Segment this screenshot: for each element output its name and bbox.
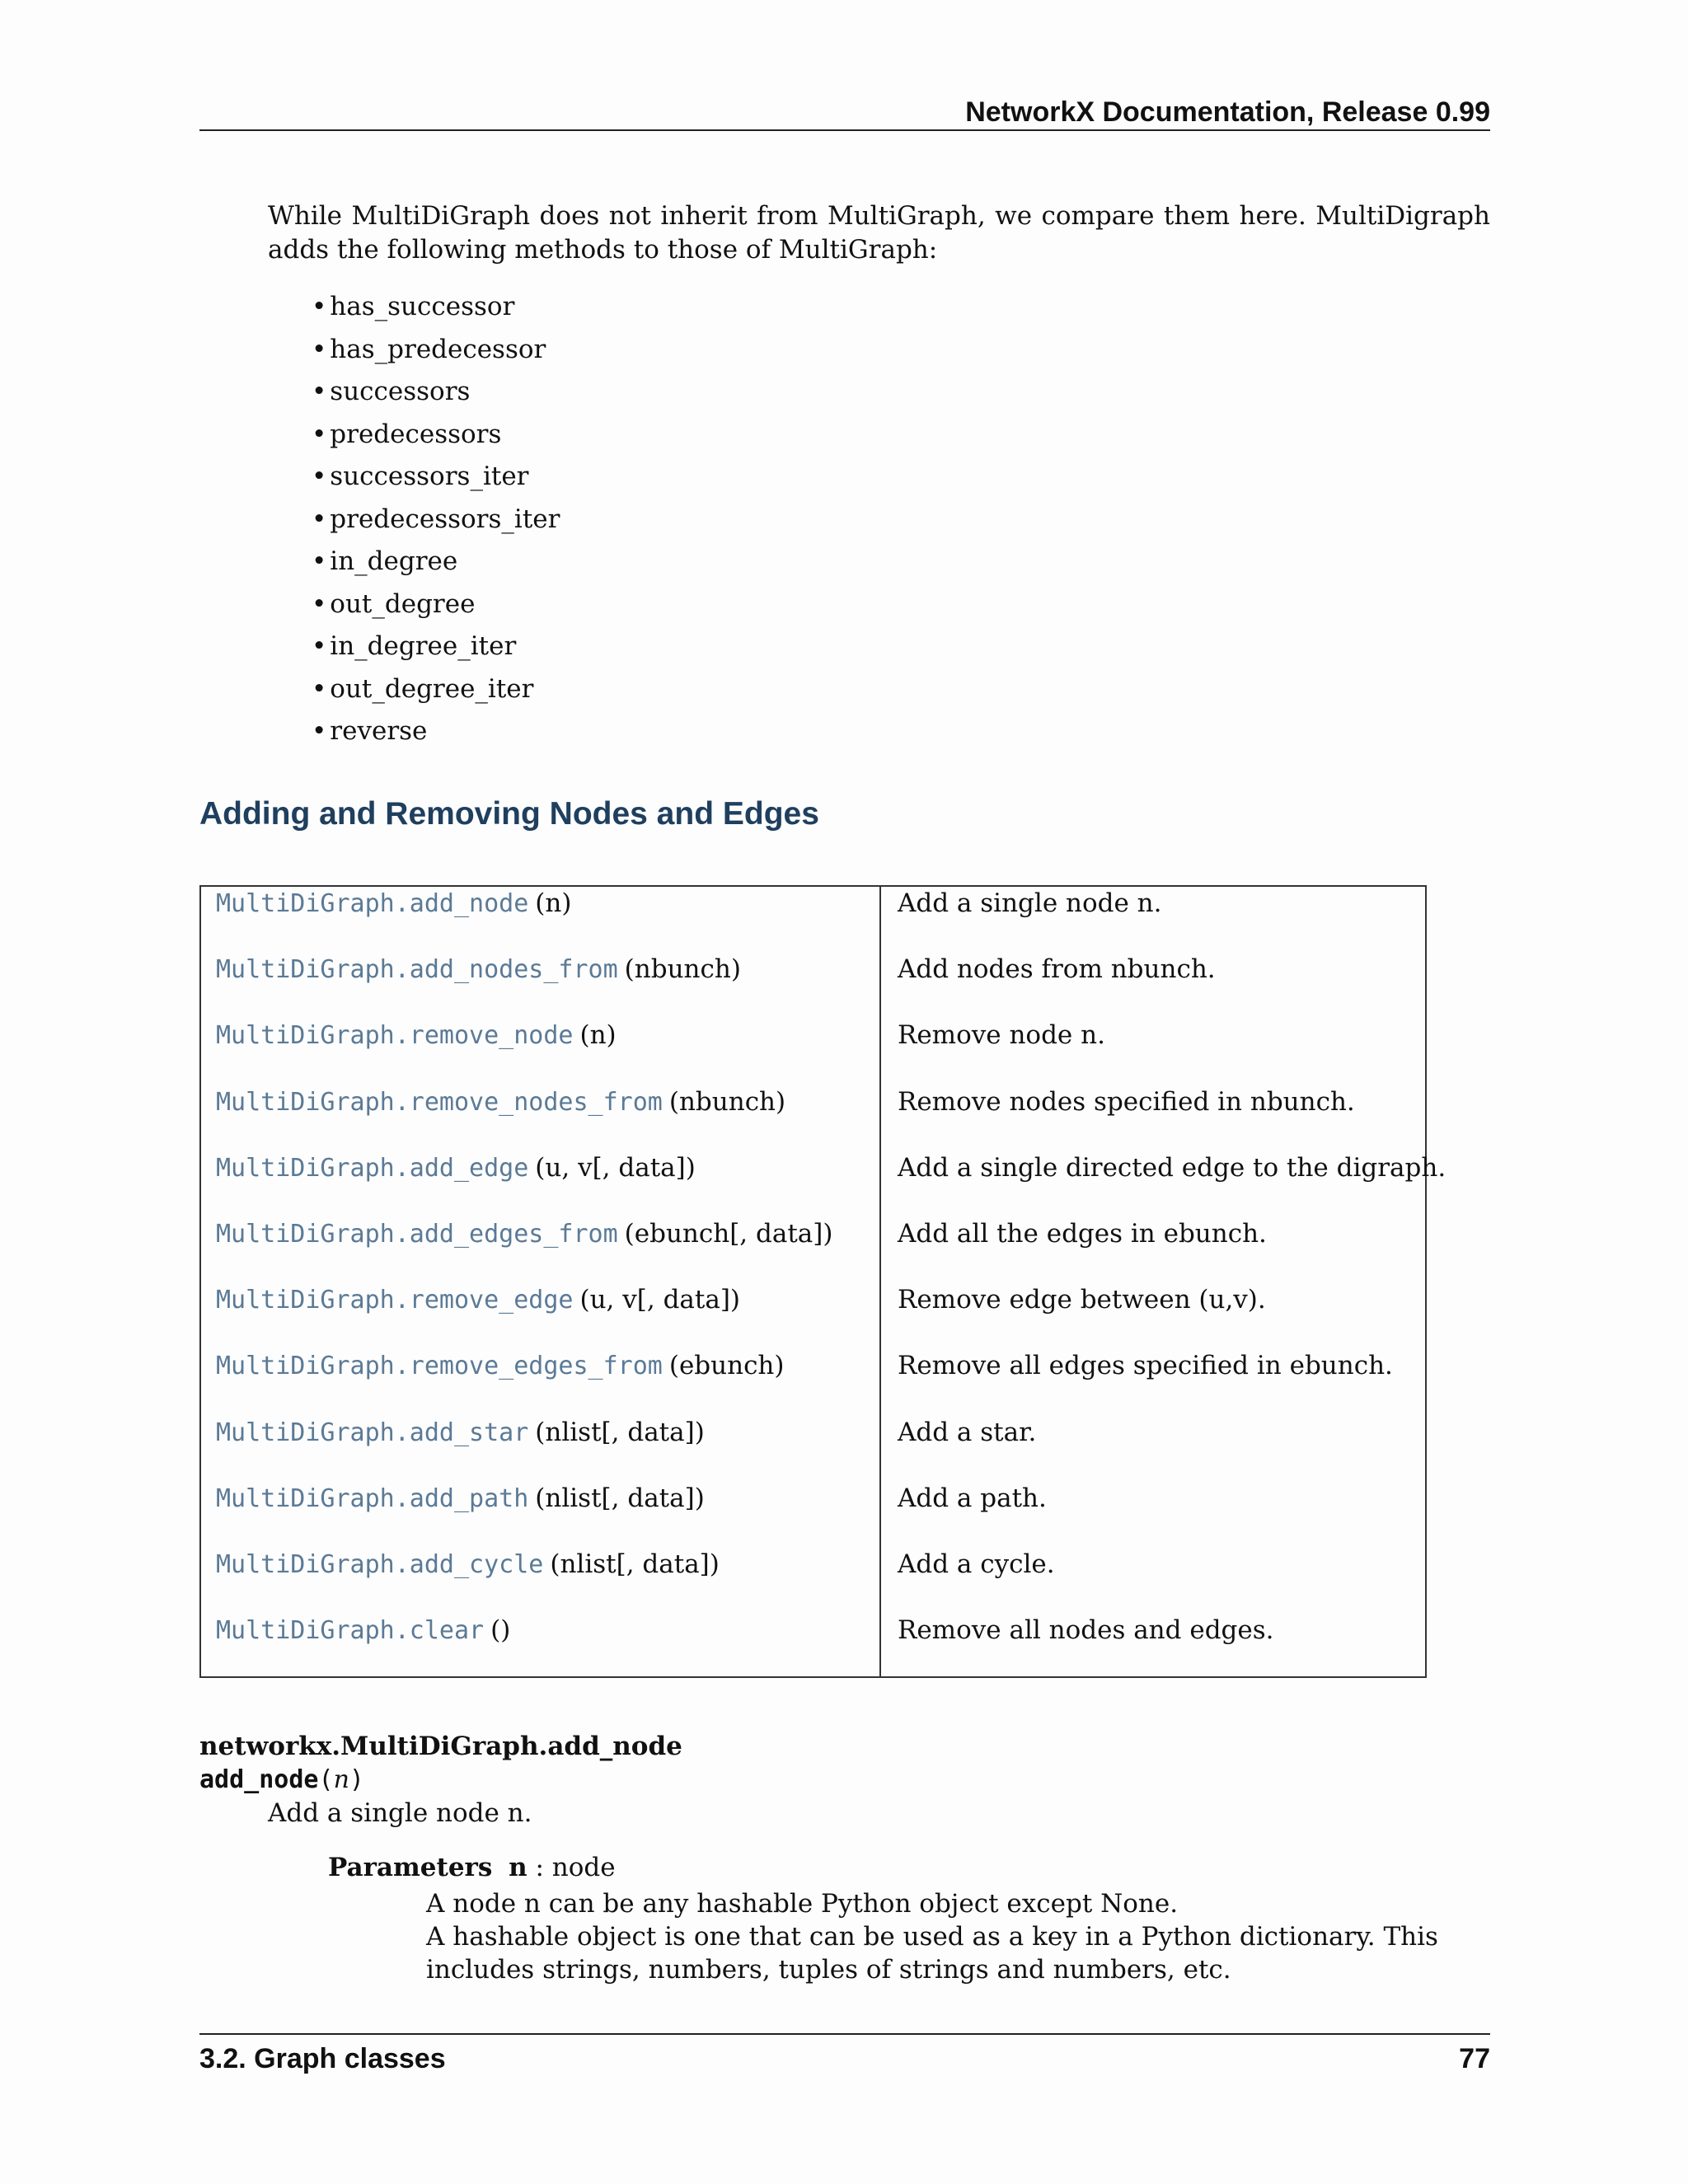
function-link[interactable]: MultiDiGraph.add_cycle (216, 1550, 544, 1579)
table-row (201, 1349, 1425, 1415)
function-args: (nlist[, data]) (535, 1417, 705, 1447)
function-link[interactable]: MultiDiGraph.remove_edges_from (216, 1352, 663, 1381)
function-args: (nlist[, data]) (550, 1549, 720, 1579)
table-cell-function (216, 1349, 785, 1383)
method-list (312, 286, 560, 753)
method-list-item: • in_degree (312, 541, 560, 583)
table-cell-function (216, 1217, 832, 1251)
table-row (201, 1416, 1425, 1482)
table-cell-function (216, 1283, 740, 1317)
parameters-label: Parameters (328, 1853, 493, 1882)
function-link[interactable]: MultiDiGraph.clear (216, 1616, 485, 1646)
table-cell-function (216, 887, 571, 921)
table-row (201, 1019, 1425, 1085)
function-args: (u, v[, data]) (579, 1285, 741, 1315)
method-list-item: • predecessors_iter (312, 499, 560, 541)
api-summary: Add a single node n. (268, 1798, 532, 1828)
table-row (201, 887, 1425, 953)
function-link[interactable]: MultiDiGraph.remove_node (216, 1021, 574, 1051)
table-cell-description: Add a cycle. (898, 1549, 1055, 1579)
table-cell-function (216, 1019, 617, 1052)
function-link[interactable]: MultiDiGraph.add_edges_from (216, 1220, 618, 1249)
param-name: n (509, 1853, 528, 1882)
method-list-item: • out_degree (312, 583, 560, 626)
table-cell-function (216, 1482, 705, 1516)
intro-paragraph: While MultiDiGraph does not inherit from MultiGraph, we compare them here. MultiDigraph adds the following methods to those of MultiGraph: (268, 201, 1490, 265)
function-link[interactable]: MultiDiGraph.add_path (216, 1483, 529, 1513)
header-rule (199, 129, 1490, 131)
method-list-item: • out_degree_iter (312, 668, 560, 711)
table-cell-description: Add nodes from nbunch. (898, 954, 1216, 985)
function-args: (nlist[, data]) (535, 1483, 705, 1513)
param-description (426, 1887, 1440, 1986)
page-number: 77 (1459, 2043, 1490, 2074)
function-link[interactable]: MultiDiGraph.add_star (216, 1418, 529, 1447)
table-row (201, 1283, 1425, 1349)
table-row (201, 1151, 1447, 1217)
function-link[interactable]: MultiDiGraph.add_nodes_from (216, 955, 618, 985)
function-args: (ebunch[, data]) (624, 1219, 833, 1249)
method-list-item: • predecessors (312, 414, 560, 457)
table-cell-function (216, 1416, 705, 1450)
table-cell-description: Add a single directed edge to the digraph. (898, 1152, 1447, 1183)
function-args: (ebunch) (668, 1351, 785, 1381)
function-args: () (490, 1615, 511, 1646)
function-link[interactable]: MultiDiGraph.add_node (216, 889, 529, 918)
table-row (201, 1548, 1425, 1614)
table-cell-function (216, 1085, 785, 1119)
method-list-item: • successors (312, 371, 560, 414)
function-args: (n) (535, 888, 572, 918)
table-cell-description: Remove all edges specified in ebunch. (898, 1351, 1393, 1381)
signature-arg: n (333, 1765, 349, 1794)
table-cell-description: Add all the edges in ebunch. (898, 1219, 1267, 1249)
method-list-item: • in_degree_iter (312, 626, 560, 668)
param-desc-line-1: A node n can be any hashable Python object except None. (426, 1889, 1179, 1919)
param-desc-line-2: A hashable object is one that can be used as a key in a Python dictionary. This includes strings, numbers, tuples of strings and numbers, etc. (426, 1922, 1438, 1985)
table-row (201, 953, 1425, 1019)
table-cell-description: Remove nodes specified in nbunch. (898, 1086, 1355, 1117)
function-args: (n) (579, 1020, 617, 1051)
param-type: : node (527, 1853, 616, 1882)
function-link[interactable]: MultiDiGraph.remove_nodes_from (216, 1087, 663, 1117)
table-row (201, 1482, 1425, 1548)
footer-section-title: 3.2. Graph classes (199, 2043, 446, 2074)
signature-close-paren: ) (349, 1765, 364, 1794)
signature-open-paren: ( (318, 1765, 334, 1794)
function-link[interactable]: MultiDiGraph.remove_edge (216, 1286, 574, 1315)
function-args: (nbunch) (624, 954, 741, 985)
table-cell-description: Remove edge between (u,v). (898, 1285, 1266, 1315)
table-cell-description: Remove node n. (898, 1020, 1105, 1051)
method-list-item: • has_predecessor (312, 329, 560, 372)
table-cell-description: Add a star. (898, 1417, 1037, 1447)
function-args: (nbunch) (668, 1086, 786, 1117)
api-signature (199, 1764, 364, 1797)
section-heading: Adding and Removing Nodes and Edges (199, 796, 819, 832)
table-cell-description: Add a path. (898, 1483, 1047, 1513)
table-row (201, 1085, 1425, 1151)
api-full-name: networkx.MultiDiGraph.add_node (199, 1732, 682, 1761)
table-cell-function (216, 1151, 696, 1185)
footer-rule (199, 2033, 1490, 2035)
method-list-item: • has_successor (312, 286, 560, 329)
table-cell-function (216, 953, 741, 987)
table-cell-description: Add a single node n. (898, 888, 1162, 918)
table-row (201, 1614, 1425, 1680)
table-cell-function (216, 1614, 510, 1647)
table-cell-description: Remove all nodes and edges. (898, 1615, 1274, 1646)
table-row (201, 1217, 1425, 1283)
method-list-item: • reverse (312, 710, 560, 753)
function-args: (u, v[, data]) (535, 1152, 696, 1183)
method-list-item: • successors_iter (312, 456, 560, 499)
running-header: NetworkX Documentation, Release 0.99 (965, 96, 1490, 128)
method-summary-table (199, 885, 1447, 1678)
function-link[interactable]: MultiDiGraph.add_edge (216, 1153, 529, 1183)
table-cell-function (216, 1548, 720, 1582)
parameters-line (328, 1851, 616, 1884)
signature-function-name: add_node (199, 1765, 319, 1794)
